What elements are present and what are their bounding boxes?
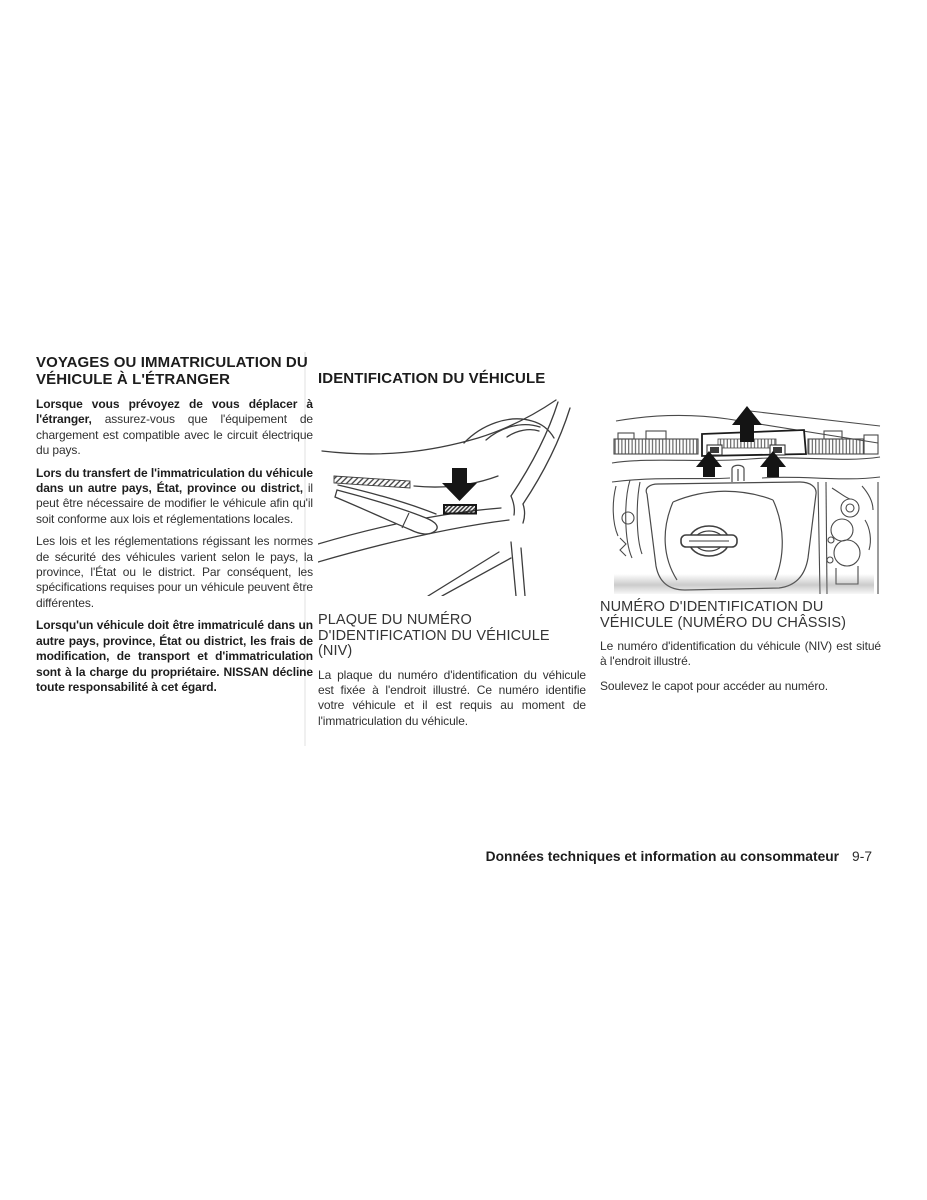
footer-section-title: Données techniques et information au consommateur xyxy=(485,849,840,864)
engine-cover xyxy=(646,465,816,590)
left-column xyxy=(36,355,313,702)
paragraph: La plaque du numéro d'identification du véhicule est fixée à l'endroit illustré. Ce numéro identifie votre véhicule et il est requis au moment de l'immatriculation du véhicule. xyxy=(318,667,586,728)
figure-scan-shadow xyxy=(614,574,874,594)
wiper-blade xyxy=(334,476,437,534)
footer-page-number: 9-7 xyxy=(852,849,872,864)
dashboard-vin-figure xyxy=(318,396,578,596)
middle-column-heading xyxy=(318,371,586,397)
down-arrow-icon xyxy=(442,468,477,501)
vin-plate-section xyxy=(318,613,586,736)
subheading-chassis-number: NUMÉRO D'IDENTIFICATION DU VÉHICULE (NUMÉRO DU CHÂSSIS) xyxy=(600,599,847,631)
chassis-number-section xyxy=(600,600,881,703)
paragraph-lead: Lorsque vous prévoyez de vous déplacer à l'étranger, xyxy=(36,397,313,427)
section-heading-travel: VOYAGES OU IMMATRICULATION DU VÉHICULE À L'ÉTRANGER xyxy=(36,354,308,388)
paragraph: Le numéro d'identification du véhicule (NIV) est situé à l'endroit illustré. xyxy=(600,639,881,669)
vin-plate xyxy=(444,505,476,514)
page-footer xyxy=(36,849,872,864)
engine-bay-figure xyxy=(610,390,882,596)
paragraph-text: Les lois et les réglementations régissant les normes de sécurité des véhicules varient selon le pays, la province, l'État ou le district. Par conséquent, les spécifications requises pour un véhicule peuvent être différentes. xyxy=(36,534,313,610)
paragraph-text: Lorsqu'un véhicule doit être immatriculé dans un autre pays, province, État ou district, les frais de modification, de transport et d'immatriculation sont à la charge du propriétaire. NISSAN décline toute responsabilité à cet égard. xyxy=(36,618,313,694)
engine-bay-left-details xyxy=(613,480,642,558)
section-heading-identification: IDENTIFICATION DU VÉHICULE xyxy=(318,370,546,387)
nissan-logo xyxy=(681,526,737,556)
engine-compartment-vin-illustration xyxy=(610,390,882,596)
paragraph xyxy=(36,534,313,611)
subheading-vin-plate: PLAQUE DU NUMÉRO D'IDENTIFICATION DU VÉHICULE (NIV) xyxy=(318,612,550,659)
paragraph-text: assurez-vous que l'équipement de chargement est compatible avec le circuit électrique du pays. xyxy=(36,412,313,458)
paragraph-lead: Lors du transfert de l'immatriculation du véhicule dans un autre pays, État, province ou district, xyxy=(36,465,313,496)
paragraph xyxy=(36,466,313,528)
paragraph xyxy=(36,397,313,459)
dashboard-vin-plate-illustration xyxy=(318,396,578,596)
paragraph: Soulevez le capot pour accéder au numéro. xyxy=(600,678,829,693)
paragraph-text: il peut être nécessaire de modifier le véhicule afin qu'il soit conforme aux lois et réglementations locales. xyxy=(36,481,313,526)
paragraph xyxy=(36,618,313,695)
